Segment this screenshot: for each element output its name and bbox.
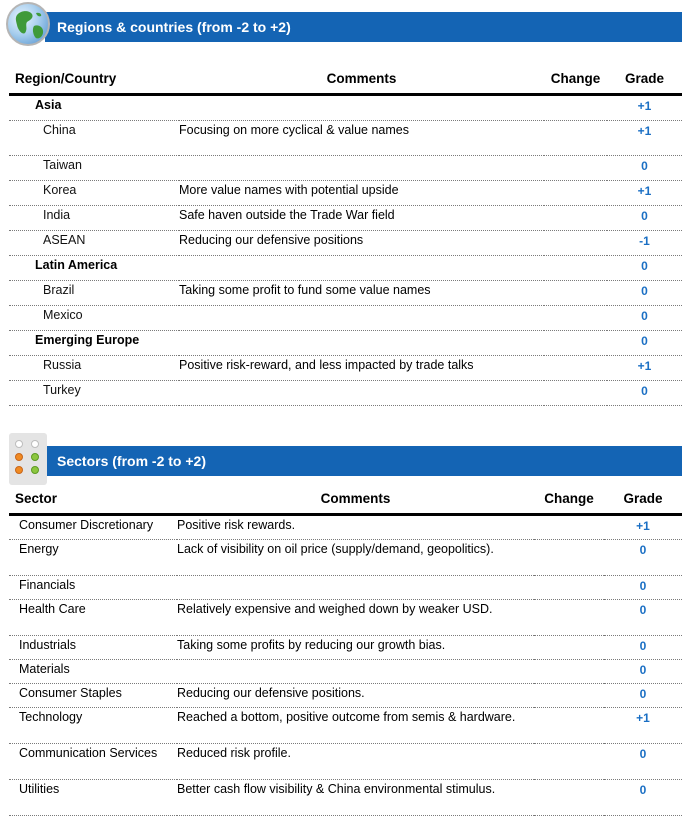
row-change	[544, 95, 607, 121]
sectors-section-title: Sectors (from -2 to +2)	[57, 453, 206, 469]
row-name: Korea	[9, 181, 179, 206]
table-row	[9, 576, 682, 600]
row-comment: Reduced risk profile.	[177, 744, 534, 780]
table-row	[9, 780, 682, 816]
row-grade: 0	[604, 660, 682, 684]
row-grade: +1	[604, 515, 682, 540]
row-name: Health Care	[9, 600, 177, 636]
col-header-sector: Sector	[9, 489, 177, 515]
row-grade: 0	[607, 206, 682, 231]
row-change	[534, 636, 604, 660]
table-row	[9, 156, 682, 181]
col-header-comments: Comments	[177, 489, 534, 515]
row-change	[544, 306, 607, 331]
row-name: Industrials	[9, 636, 177, 660]
sectors-table-header	[9, 489, 682, 515]
row-grade: 0	[607, 306, 682, 331]
row-grade: -1	[607, 231, 682, 256]
table-row	[9, 181, 682, 206]
row-comment: Positive risk rewards.	[177, 515, 534, 540]
row-grade: 0	[607, 156, 682, 181]
row-name: Taiwan	[9, 156, 179, 181]
row-grade: +1	[604, 708, 682, 744]
table-row	[9, 281, 682, 306]
row-grade: 0	[604, 744, 682, 780]
row-grade: 0	[604, 684, 682, 708]
row-grade: 0	[607, 256, 682, 281]
row-comment: Reducing our defensive positions.	[177, 684, 534, 708]
row-name: Mexico	[9, 306, 179, 331]
row-comment	[179, 95, 544, 121]
col-header-grade: Grade	[607, 69, 682, 95]
row-grade: 0	[604, 576, 682, 600]
sectors-icon	[9, 433, 47, 485]
row-change	[544, 121, 607, 156]
row-change	[544, 256, 607, 281]
row-grade: 0	[607, 331, 682, 356]
row-grade: 0	[604, 636, 682, 660]
row-name: Consumer Discretionary	[9, 515, 177, 540]
table-row	[9, 206, 682, 231]
row-comment: Lack of visibility on oil price (supply/demand, geopolitics).	[177, 540, 534, 576]
row-change	[534, 780, 604, 816]
table-row	[9, 636, 682, 660]
row-grade: +1	[607, 95, 682, 121]
row-grade: +1	[607, 181, 682, 206]
regions-table-header	[9, 69, 682, 95]
regions-section-title: Regions & countries (from -2 to +2)	[57, 19, 291, 35]
row-change	[544, 381, 607, 406]
row-change	[534, 708, 604, 744]
row-comment: Relatively expensive and weighed down by weaker USD.	[177, 600, 534, 636]
row-change	[534, 515, 604, 540]
row-comment	[179, 256, 544, 281]
row-name: Communication Services	[9, 744, 177, 780]
row-name: Consumer Staples	[9, 684, 177, 708]
table-row	[9, 121, 682, 156]
row-grade: 0	[604, 540, 682, 576]
row-change	[534, 540, 604, 576]
table-row	[9, 331, 682, 356]
row-comment	[177, 660, 534, 684]
row-comment	[177, 576, 534, 600]
row-change	[544, 156, 607, 181]
row-name: Brazil	[9, 281, 179, 306]
globe-icon	[6, 2, 50, 46]
row-change	[534, 576, 604, 600]
table-row	[9, 356, 682, 381]
table-row	[9, 381, 682, 406]
row-change	[544, 231, 607, 256]
row-change	[534, 660, 604, 684]
row-comment: More value names with potential upside	[179, 181, 544, 206]
row-name: India	[9, 206, 179, 231]
row-change	[534, 684, 604, 708]
row-comment: Focusing on more cyclical & value names	[179, 121, 544, 156]
row-name: Turkey	[9, 381, 179, 406]
row-change	[534, 744, 604, 780]
row-comment: Safe haven outside the Trade War field	[179, 206, 544, 231]
row-name: Emerging Europe	[9, 331, 179, 356]
sectors-table	[9, 489, 682, 816]
row-grade: +1	[607, 356, 682, 381]
row-change	[544, 206, 607, 231]
col-header-change: Change	[534, 489, 604, 515]
table-row	[9, 256, 682, 281]
row-change	[534, 600, 604, 636]
table-row	[9, 231, 682, 256]
row-name: China	[9, 121, 179, 156]
row-comment	[179, 306, 544, 331]
regions-table	[9, 69, 682, 406]
col-header-region: Region/Country	[9, 69, 179, 95]
table-row	[9, 660, 682, 684]
row-name: Latin America	[9, 256, 179, 281]
row-comment: Better cash flow visibility & China environmental stimulus.	[177, 780, 534, 816]
table-row	[9, 306, 682, 331]
row-name: ASEAN	[9, 231, 179, 256]
row-comment	[179, 331, 544, 356]
row-change	[544, 331, 607, 356]
table-row	[9, 744, 682, 780]
row-name: Financials	[9, 576, 177, 600]
row-comment	[179, 156, 544, 181]
row-grade: 0	[604, 780, 682, 816]
row-name: Russia	[9, 356, 179, 381]
row-comment: Reducing our defensive positions	[179, 231, 544, 256]
table-row	[9, 600, 682, 636]
row-change	[544, 281, 607, 306]
row-name: Materials	[9, 660, 177, 684]
col-header-comments: Comments	[179, 69, 544, 95]
row-comment: Positive risk-reward, and less impacted by trade talks	[179, 356, 544, 381]
row-grade: +1	[607, 121, 682, 156]
table-row	[9, 540, 682, 576]
regions-section-header	[45, 12, 682, 42]
row-name: Technology	[9, 708, 177, 744]
table-row	[9, 95, 682, 121]
table-row	[9, 708, 682, 744]
row-comment	[179, 381, 544, 406]
table-row	[9, 684, 682, 708]
row-name: Utilities	[9, 780, 177, 816]
row-grade: 0	[607, 281, 682, 306]
row-change	[544, 356, 607, 381]
row-name: Energy	[9, 540, 177, 576]
col-header-grade: Grade	[604, 489, 682, 515]
row-change	[544, 181, 607, 206]
col-header-change: Change	[544, 69, 607, 95]
table-row	[9, 515, 682, 540]
sectors-section-header	[45, 446, 682, 476]
row-comment: Reached a bottom, positive outcome from semis & hardware.	[177, 708, 534, 744]
row-name: Asia	[9, 95, 179, 121]
row-comment: Taking some profits by reducing our growth bias.	[177, 636, 534, 660]
row-grade: 0	[604, 600, 682, 636]
row-comment: Taking some profit to fund some value names	[179, 281, 544, 306]
row-grade: 0	[607, 381, 682, 406]
